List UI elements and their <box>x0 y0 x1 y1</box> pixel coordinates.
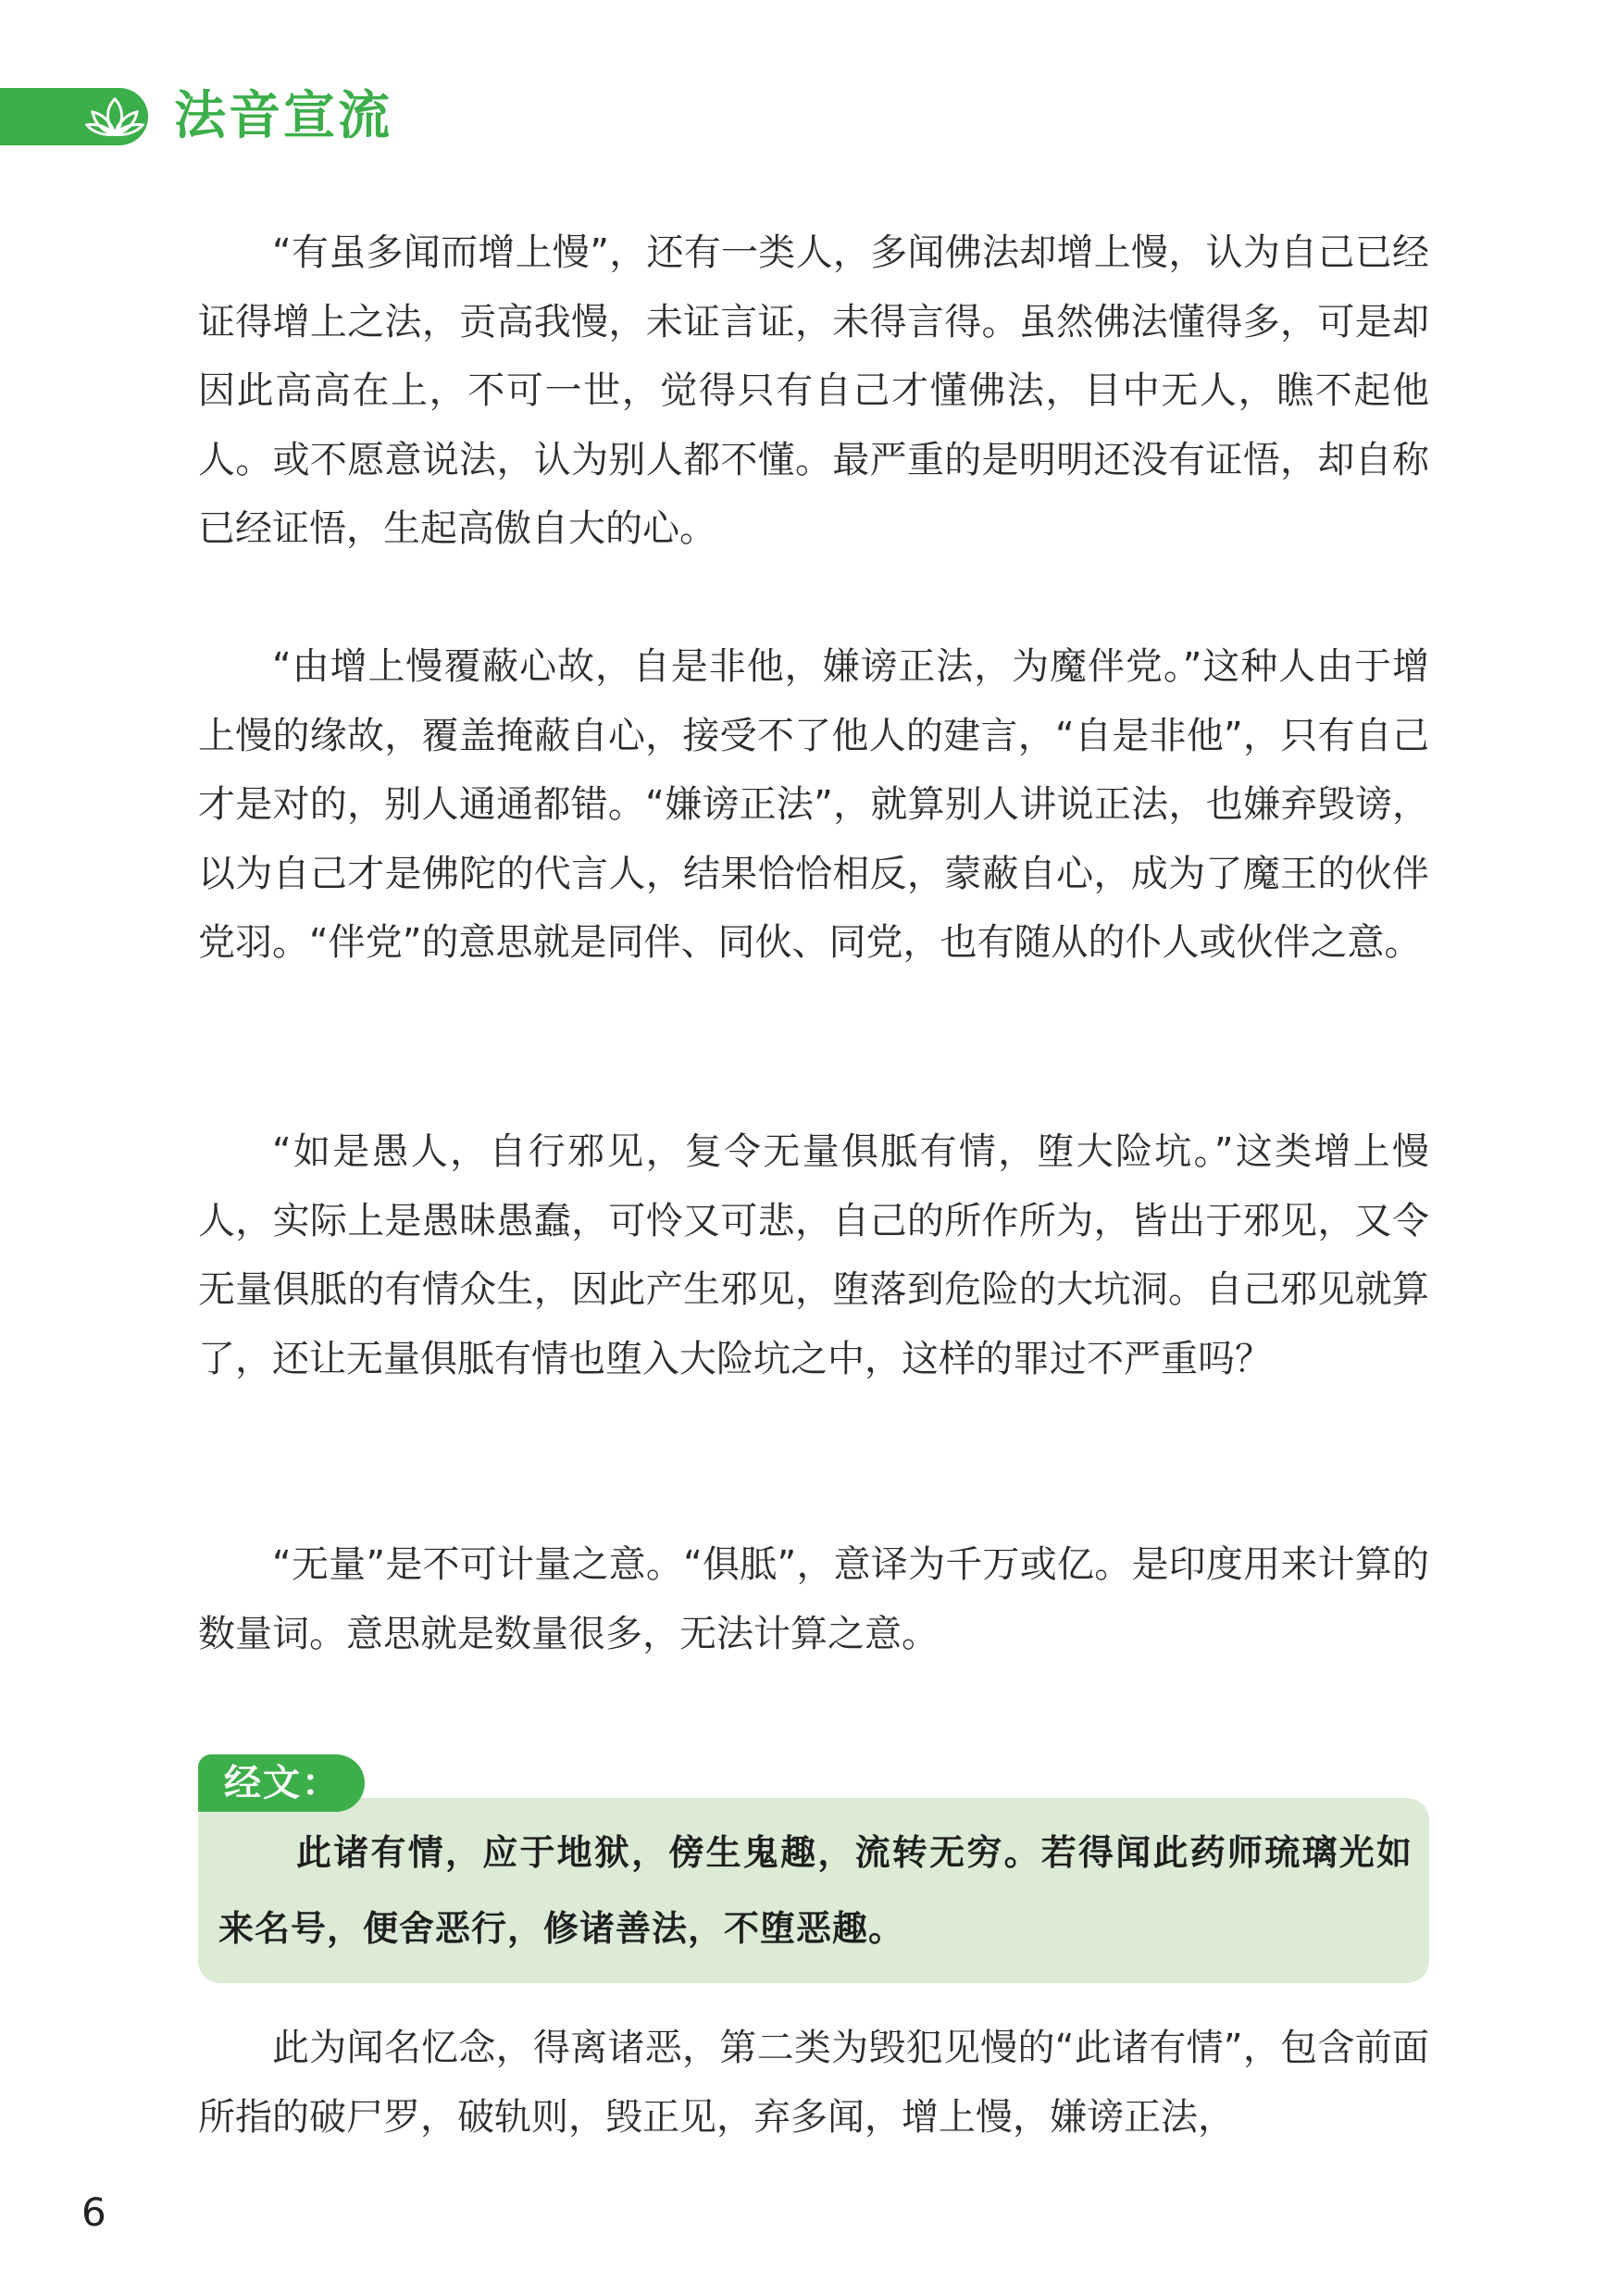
sutra-text: 此诸有情，应于地狱，傍生鬼趣，流转无穷。若得闻此药师琉璃光如来名号，便舍恶行，修诸善法，不堕恶趣。 <box>218 1831 1413 1949</box>
sutra-label: 经文： <box>224 1762 341 1804</box>
paragraph-5: 此为闻名忆念，得离诸恶，第二类为毁犯见慢的“此诸有情”，包含前面所指的破尸罗，破轨则，毁正见，弃多闻，增上慢，嫌谤正法， <box>198 2027 1429 2139</box>
lotus-icon <box>85 95 144 140</box>
paragraph-1: “有虽多闻而增上慢”，还有一类人，多闻佛法却增上慢，认为自己已经证得增上之法，贡高我慢，未证言证，未得言得。虽然佛法懂得多，可是却因此高高在上，不可一世，觉得只有自己才懂佛法，目中无人，瞧不起他人。或不愿意说法，认为别人都不懂。最严重的是明明还没有证悟，却自称已经证悟，生起高傲自大的心。 <box>198 231 1429 550</box>
paragraph-2: “由增上慢覆蔽心故，自是非他，嫌谤正法，为魔伴党。”这种人由于增上慢的缘故，覆盖掩蔽自心，接受不了他人的建言，“自是非他”，只有自己才是对的，别人通通都错。“嫌谤正法”，就算别人讲说正法，也嫌弃毁谤，以为自己才是佛陀的代言人，结果恰恰相反，蒙蔽自心，成为了魔王的伙伴党羽。“伴党”的意思就是同伴、同伙、同党，也有随从的仆人或伙伴之意。 <box>198 645 1429 964</box>
page-number: 6 <box>81 2190 106 2235</box>
paragraph-4: “无量”是不可计量之意。“俱胝”，意译为千万或亿。是印度用来计算的数量词。意思就是数量很多，无法计算之意。 <box>198 1543 1429 1655</box>
sutra-label-tab <box>198 1754 365 1812</box>
paragraph-3: “如是愚人，自行邪见，复令无量俱胝有情，堕大险坑。”这类增上慢人，实际上是愚昧愚蠢，可怜又可悲，自己的所作所为，皆出于邪见，又令无量俱胝的有情众生，因此产生邪见，堕落到危险的大坑洞。自己邪见就算了，还让无量俱胝有情也堕入大险坑之中，这样的罪过不严重吗？ <box>198 1130 1429 1380</box>
section-title: 法音宣流 <box>174 86 392 146</box>
